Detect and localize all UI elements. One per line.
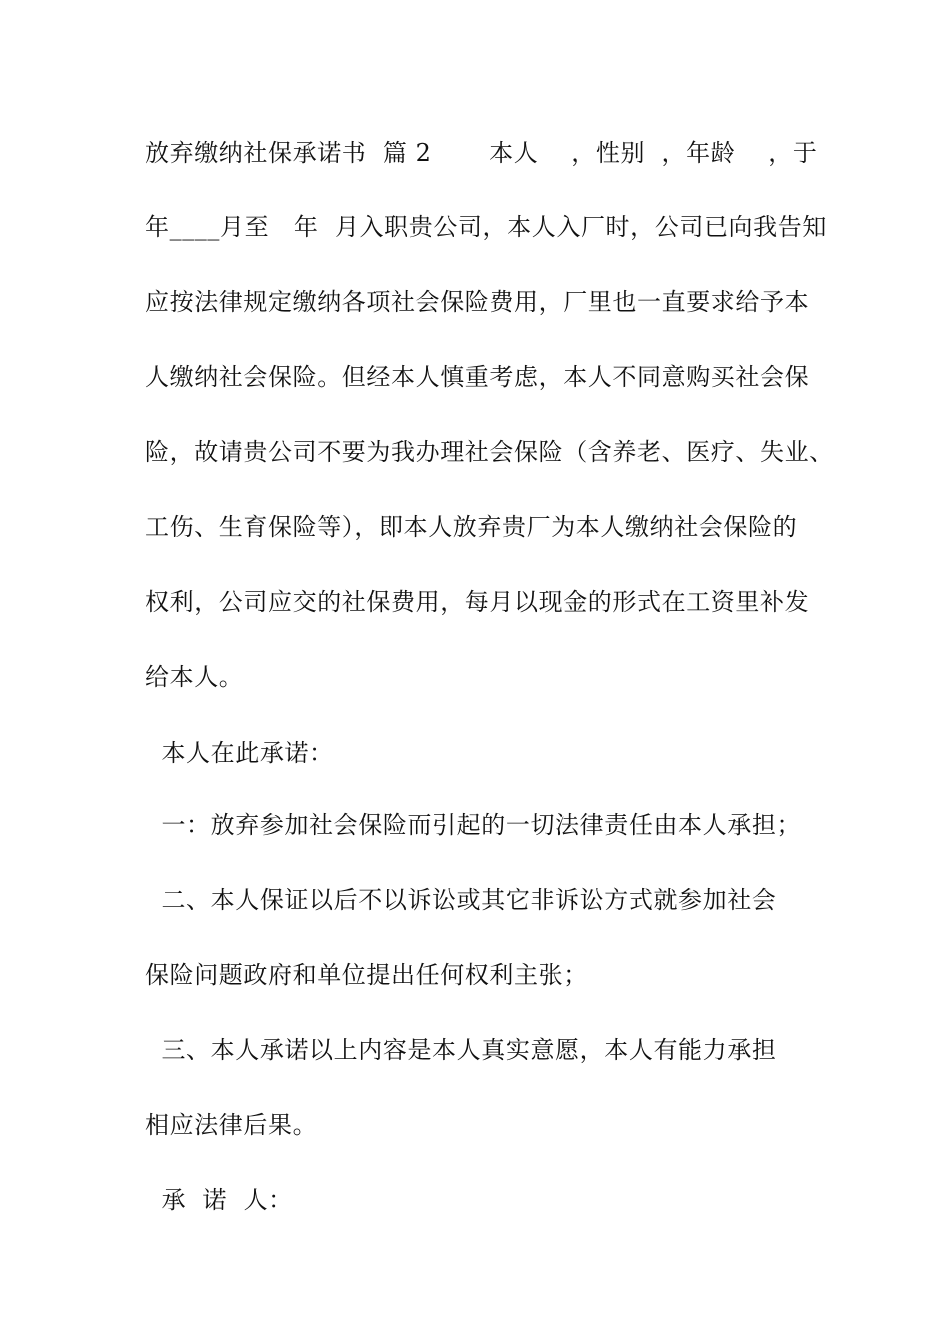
text-line: 保险问题政府和单位提出任何权利主张；	[145, 961, 588, 989]
text-line: 本人在此承诺：	[145, 739, 334, 767]
text-line: 三、本人承诺以上内容是本人真实意愿，本人有能力承担	[145, 1036, 777, 1064]
text-line: 险，故请贵公司不要为我办理社会保险（含养老、医疗、失业、	[145, 438, 834, 466]
text-line: 年____月至 年 月入职贵公司，本人入厂时，公司已向我告知	[145, 213, 827, 241]
text-line: 二、本人保证以后不以诉讼或其它非诉讼方式就参加社会	[145, 886, 777, 914]
text-line: 应按法律规定缴纳各项社会保险费用，厂里也一直要求给予本	[145, 288, 810, 316]
text-line: 人缴纳社会保险。但经本人慎重考虑，本人不同意购买社会保	[145, 363, 810, 391]
text-line: 相应法律后果。	[145, 1111, 318, 1139]
text-line: 放弃缴纳社保承诺书 篇 2 本人 ，性别 ，年龄 ，于	[145, 139, 818, 167]
text-line: 工伤、生育保险等），即本人放弃贵厂为本人缴纳社会保险的	[145, 513, 798, 541]
text-line: 一：放弃参加社会保险而引起的一切法律责任由本人承担；	[145, 811, 802, 839]
text-line: 承 诺 人：	[145, 1186, 293, 1214]
text-line: 权利，公司应交的社保费用，每月以现金的形式在工资里补发	[145, 588, 810, 616]
text-line: 给本人。	[145, 663, 244, 691]
